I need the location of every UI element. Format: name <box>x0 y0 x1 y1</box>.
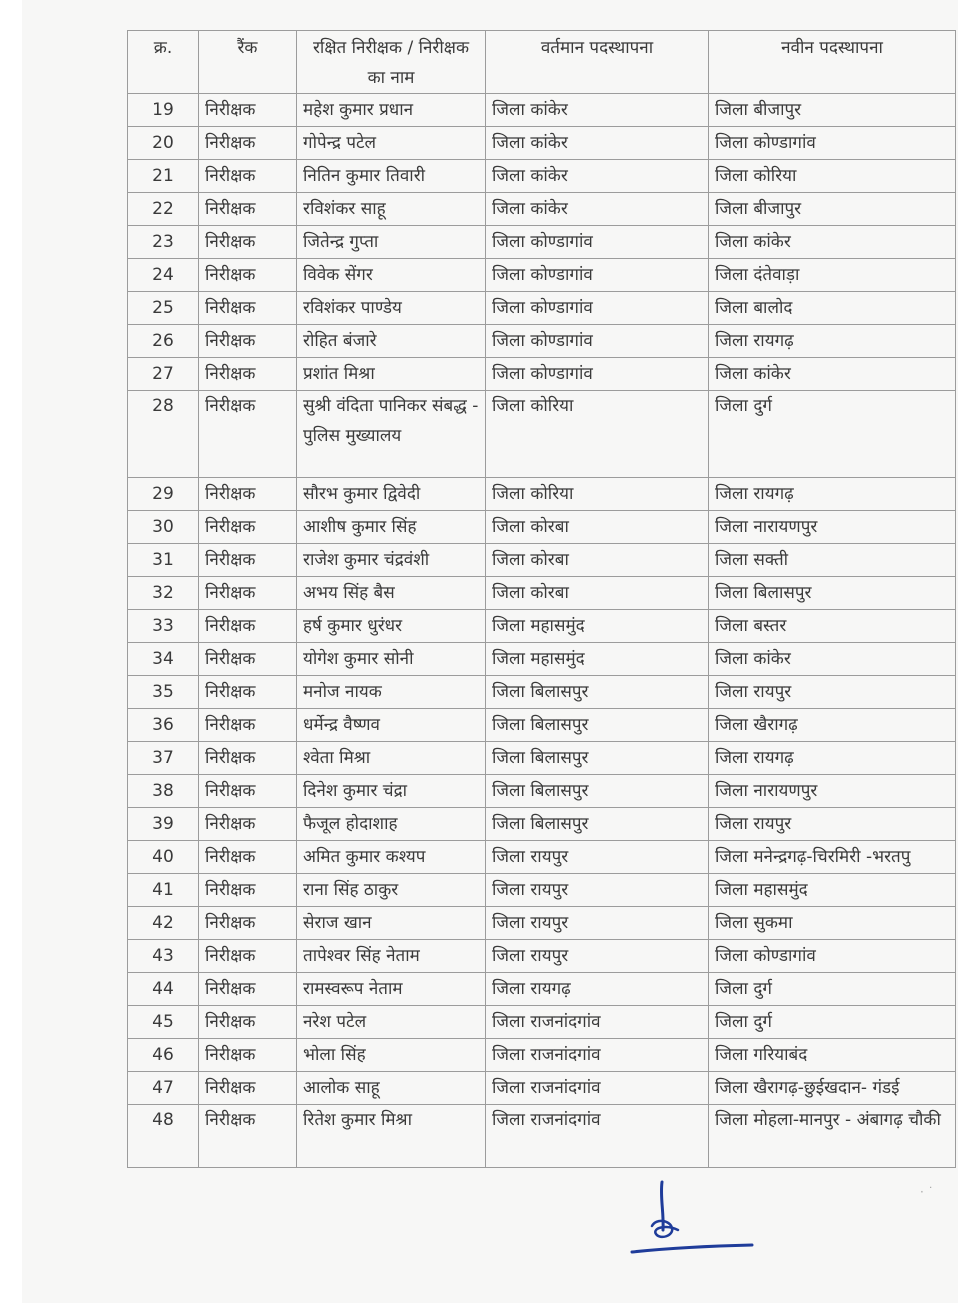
cell-rank: निरीक्षक <box>199 973 297 1006</box>
cell-serial: 31 <box>128 544 199 577</box>
table-row <box>128 478 956 511</box>
cell-new-posting: जिला सुकमा <box>709 907 956 940</box>
cell-rank: निरीक्षक <box>199 292 297 325</box>
cell-name: रितेश कुमार मिश्रा <box>297 1105 486 1168</box>
cell-new-posting: जिला खैरागढ़ <box>709 709 956 742</box>
table-row <box>128 940 956 973</box>
cell-new-posting: जिला बीजापुर <box>709 193 956 226</box>
cell-new-posting: जिला कांकेर <box>709 643 956 676</box>
cell-rank: निरीक्षक <box>199 160 297 193</box>
cell-rank: निरीक्षक <box>199 544 297 577</box>
table-row <box>128 973 956 1006</box>
cell-name: गोपेन्द्र पटेल <box>297 127 486 160</box>
cell-name: रोहित बंजारे <box>297 325 486 358</box>
cell-rank: निरीक्षक <box>199 1039 297 1072</box>
table-row <box>128 610 956 643</box>
cell-current-posting: जिला कोरबा <box>486 544 709 577</box>
cell-new-posting: जिला बीजापुर <box>709 94 956 127</box>
cell-new-posting: जिला रायगढ़ <box>709 478 956 511</box>
table-row <box>128 1072 956 1105</box>
cell-current-posting: जिला कोण्डागांव <box>486 259 709 292</box>
table-row <box>128 544 956 577</box>
cell-current-posting: जिला कांकेर <box>486 193 709 226</box>
cell-name: आशीष कुमार सिंह <box>297 511 486 544</box>
cell-rank: निरीक्षक <box>199 226 297 259</box>
table-row <box>128 643 956 676</box>
cell-serial: 45 <box>128 1006 199 1039</box>
cell-serial: 43 <box>128 940 199 973</box>
table-row <box>128 1006 956 1039</box>
cell-name: नितिन कुमार तिवारी <box>297 160 486 193</box>
cell-name: सुश्री वंदिता पानिकर संबद्ध - पुलिस मुख्यालय <box>297 391 486 478</box>
table-row <box>128 1039 956 1072</box>
cell-current-posting: जिला बिलासपुर <box>486 742 709 775</box>
table-row <box>128 127 956 160</box>
cell-name: मनोज नायक <box>297 676 486 709</box>
cell-name: प्रशांत मिश्रा <box>297 358 486 391</box>
cell-new-posting: जिला दंतेवाड़ा <box>709 259 956 292</box>
table-row <box>128 391 956 478</box>
cell-rank: निरीक्षक <box>199 874 297 907</box>
cell-rank: निरीक्षक <box>199 742 297 775</box>
cell-serial: 40 <box>128 841 199 874</box>
cell-serial: 36 <box>128 709 199 742</box>
cell-current-posting: जिला कोरबा <box>486 511 709 544</box>
cell-rank: निरीक्षक <box>199 841 297 874</box>
cell-name: रामस्वरूप नेताम <box>297 973 486 1006</box>
cell-new-posting: जिला रायगढ़ <box>709 742 956 775</box>
header-rank: रैंक <box>199 31 297 94</box>
cell-name: फैजूल होदाशाह <box>297 808 486 841</box>
signature <box>630 1178 755 1258</box>
cell-name: नरेश पटेल <box>297 1006 486 1039</box>
cell-rank: निरीक्षक <box>199 577 297 610</box>
cell-current-posting: जिला राजनांदगांव <box>486 1105 709 1168</box>
cell-name: सौरभ कुमार द्विवेदी <box>297 478 486 511</box>
table-row <box>128 775 956 808</box>
cell-current-posting: जिला बिलासपुर <box>486 775 709 808</box>
cell-new-posting: जिला कोण्डागांव <box>709 940 956 973</box>
cell-current-posting: जिला कोण्डागांव <box>486 226 709 259</box>
table-row <box>128 160 956 193</box>
table-row <box>128 358 956 391</box>
transfer-table <box>127 30 956 1168</box>
table-row <box>128 94 956 127</box>
cell-name: महेश कुमार प्रधान <box>297 94 486 127</box>
table-body <box>128 94 956 1168</box>
cell-current-posting: जिला बिलासपुर <box>486 709 709 742</box>
cell-name: विवेक सेंगर <box>297 259 486 292</box>
cell-rank: निरीक्षक <box>199 907 297 940</box>
cell-serial: 46 <box>128 1039 199 1072</box>
cell-current-posting: जिला रायपुर <box>486 940 709 973</box>
cell-current-posting: जिला कांकेर <box>486 94 709 127</box>
cell-name: सेराज खान <box>297 907 486 940</box>
cell-serial: 35 <box>128 676 199 709</box>
table-row <box>128 907 956 940</box>
cell-new-posting: जिला कोरिया <box>709 160 956 193</box>
cell-new-posting: जिला सक्ती <box>709 544 956 577</box>
cell-serial: 30 <box>128 511 199 544</box>
cell-new-posting: जिला रायगढ़ <box>709 325 956 358</box>
cell-rank: निरीक्षक <box>199 259 297 292</box>
cell-serial: 28 <box>128 391 199 478</box>
cell-rank: निरीक्षक <box>199 1006 297 1039</box>
cell-name: भोला सिंह <box>297 1039 486 1072</box>
cell-new-posting: जिला मनेन्द्रगढ़-चिरमिरी -भरतपु <box>709 841 956 874</box>
cell-name: तापेश्वर सिंह नेताम <box>297 940 486 973</box>
table-row <box>128 259 956 292</box>
table-row <box>128 1105 956 1168</box>
table-row <box>128 808 956 841</box>
cell-serial: 47 <box>128 1072 199 1105</box>
cell-current-posting: जिला कांकेर <box>486 127 709 160</box>
scan-speck: · ˙ <box>920 1185 934 1199</box>
table-row <box>128 325 956 358</box>
cell-serial: 27 <box>128 358 199 391</box>
cell-serial: 20 <box>128 127 199 160</box>
cell-current-posting: जिला कोरिया <box>486 391 709 478</box>
cell-current-posting: जिला कोण्डागांव <box>486 325 709 358</box>
cell-current-posting: जिला रायपुर <box>486 841 709 874</box>
cell-rank: निरीक्षक <box>199 1072 297 1105</box>
cell-serial: 34 <box>128 643 199 676</box>
cell-rank: निरीक्षक <box>199 940 297 973</box>
cell-current-posting: जिला बिलासपुर <box>486 808 709 841</box>
table-header-row <box>128 31 956 94</box>
cell-name: आलोक साहू <box>297 1072 486 1105</box>
cell-new-posting: जिला बिलासपुर <box>709 577 956 610</box>
cell-serial: 32 <box>128 577 199 610</box>
table-row <box>128 709 956 742</box>
cell-new-posting: जिला दुर्ग <box>709 1006 956 1039</box>
cell-serial: 29 <box>128 478 199 511</box>
table-row <box>128 292 956 325</box>
cell-current-posting: जिला कोरबा <box>486 577 709 610</box>
cell-current-posting: जिला कांकेर <box>486 160 709 193</box>
cell-name: रविशंकर पाण्डेय <box>297 292 486 325</box>
cell-new-posting: जिला कांकेर <box>709 226 956 259</box>
cell-new-posting: जिला रायपुर <box>709 808 956 841</box>
cell-serial: 33 <box>128 610 199 643</box>
table-row <box>128 742 956 775</box>
cell-rank: निरीक्षक <box>199 127 297 160</box>
cell-rank: निरीक्षक <box>199 808 297 841</box>
cell-current-posting: जिला महासमुंद <box>486 610 709 643</box>
cell-current-posting: जिला राजनांदगांव <box>486 1006 709 1039</box>
cell-serial: 37 <box>128 742 199 775</box>
cell-name: राजेश कुमार चंद्रवंशी <box>297 544 486 577</box>
cell-name: दिनेश कुमार चंद्रा <box>297 775 486 808</box>
header-serial: क्र. <box>128 31 199 94</box>
cell-rank: निरीक्षक <box>199 325 297 358</box>
cell-new-posting: जिला बस्तर <box>709 610 956 643</box>
cell-new-posting: जिला मोहला-मानपुर - अंबागढ़ चौकी <box>709 1105 956 1168</box>
cell-serial: 19 <box>128 94 199 127</box>
header-new-posting: नवीन पदस्थापना <box>709 31 956 94</box>
cell-new-posting: जिला नारायणपुर <box>709 775 956 808</box>
cell-current-posting: जिला महासमुंद <box>486 643 709 676</box>
cell-serial: 24 <box>128 259 199 292</box>
table-row <box>128 226 956 259</box>
cell-serial: 38 <box>128 775 199 808</box>
cell-current-posting: जिला राजनांदगांव <box>486 1072 709 1105</box>
cell-name: अमित कुमार कश्यप <box>297 841 486 874</box>
cell-rank: निरीक्षक <box>199 775 297 808</box>
cell-rank: निरीक्षक <box>199 478 297 511</box>
cell-new-posting: जिला खैरागढ़-छुईखदान- गंडई <box>709 1072 956 1105</box>
cell-current-posting: जिला कोण्डागांव <box>486 292 709 325</box>
cell-name: राना सिंह ठाकुर <box>297 874 486 907</box>
cell-current-posting: जिला कोण्डागांव <box>486 358 709 391</box>
table-row <box>128 193 956 226</box>
cell-name: हर्ष कुमार धुरंधर <box>297 610 486 643</box>
cell-rank: निरीक्षक <box>199 94 297 127</box>
cell-new-posting: जिला रायपुर <box>709 676 956 709</box>
cell-rank: निरीक्षक <box>199 1105 297 1168</box>
cell-new-posting: जिला कोण्डागांव <box>709 127 956 160</box>
cell-serial: 48 <box>128 1105 199 1168</box>
cell-name: रविशंकर साहू <box>297 193 486 226</box>
cell-new-posting: जिला महासमुंद <box>709 874 956 907</box>
cell-serial: 21 <box>128 160 199 193</box>
cell-name: धर्मेन्द्र वैष्णव <box>297 709 486 742</box>
cell-current-posting: जिला कोरिया <box>486 478 709 511</box>
cell-rank: निरीक्षक <box>199 676 297 709</box>
cell-current-posting: जिला रायगढ़ <box>486 973 709 1006</box>
cell-name: श्वेता मिश्रा <box>297 742 486 775</box>
cell-rank: निरीक्षक <box>199 709 297 742</box>
cell-serial: 26 <box>128 325 199 358</box>
table-row <box>128 577 956 610</box>
cell-serial: 39 <box>128 808 199 841</box>
cell-current-posting: जिला बिलासपुर <box>486 676 709 709</box>
cell-name: जितेन्द्र गुप्ता <box>297 226 486 259</box>
header-name: रक्षित निरीक्षक / निरीक्षक का नाम <box>297 31 486 94</box>
header-current-posting: वर्तमान पदस्थापना <box>486 31 709 94</box>
cell-rank: निरीक्षक <box>199 610 297 643</box>
cell-rank: निरीक्षक <box>199 358 297 391</box>
cell-name: अभय सिंह बैस <box>297 577 486 610</box>
cell-serial: 41 <box>128 874 199 907</box>
table-row <box>128 511 956 544</box>
cell-name: योगेश कुमार सोनी <box>297 643 486 676</box>
cell-serial: 25 <box>128 292 199 325</box>
cell-rank: निरीक्षक <box>199 193 297 226</box>
cell-new-posting: जिला कांकेर <box>709 358 956 391</box>
cell-rank: निरीक्षक <box>199 643 297 676</box>
cell-rank: निरीक्षक <box>199 391 297 478</box>
cell-new-posting: जिला नारायणपुर <box>709 511 956 544</box>
cell-serial: 23 <box>128 226 199 259</box>
cell-current-posting: जिला रायपुर <box>486 907 709 940</box>
cell-new-posting: जिला दुर्ग <box>709 973 956 1006</box>
cell-new-posting: जिला दुर्ग <box>709 391 956 478</box>
cell-current-posting: जिला रायपुर <box>486 874 709 907</box>
cell-serial: 44 <box>128 973 199 1006</box>
table-row <box>128 841 956 874</box>
cell-current-posting: जिला राजनांदगांव <box>486 1039 709 1072</box>
cell-new-posting: जिला बालोद <box>709 292 956 325</box>
table-row <box>128 874 956 907</box>
cell-serial: 42 <box>128 907 199 940</box>
cell-rank: निरीक्षक <box>199 511 297 544</box>
cell-serial: 22 <box>128 193 199 226</box>
table-row <box>128 676 956 709</box>
cell-new-posting: जिला गरियाबंद <box>709 1039 956 1072</box>
